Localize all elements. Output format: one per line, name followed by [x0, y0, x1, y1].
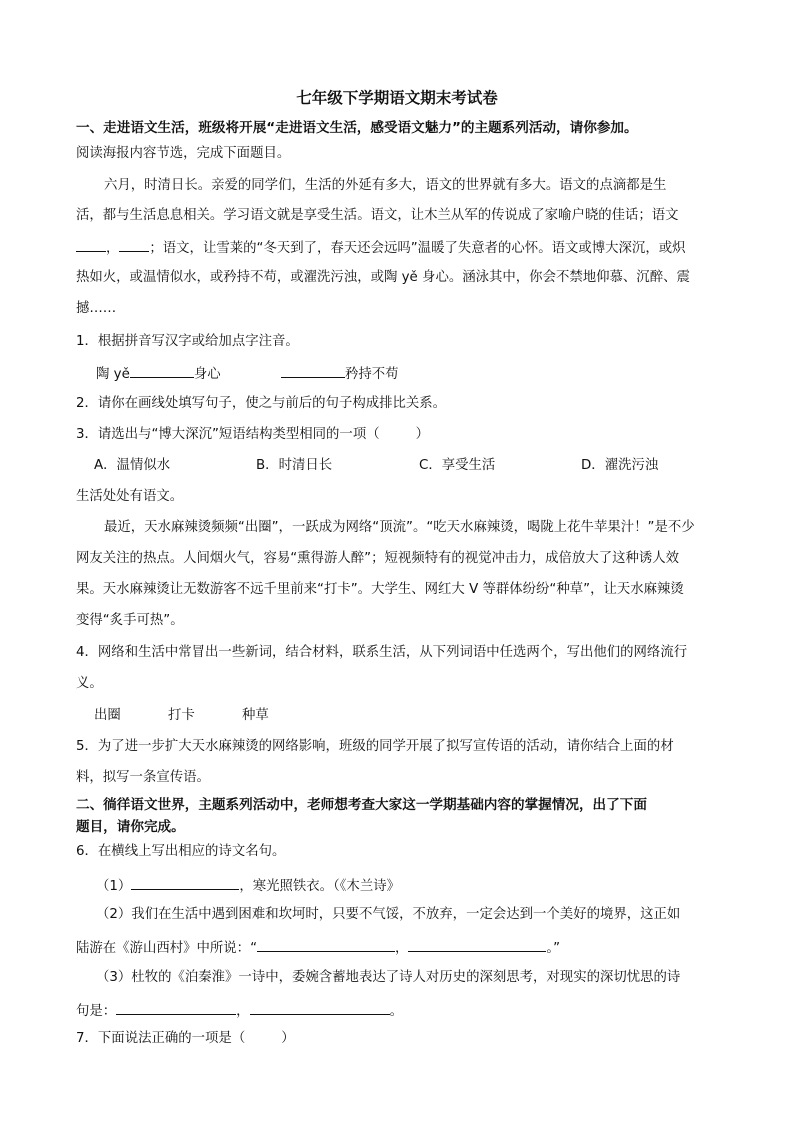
answer-blank[interactable]: [408, 937, 546, 952]
answer-blank[interactable]: [131, 875, 239, 890]
passage-line-5: 撼……: [76, 301, 117, 316]
passage2-line-2: 网友关注的热点。人间烟火气，容易“熏得游人醉”；短视频特有的视觉冲击力，成倍放大了这种诱人效: [76, 551, 680, 566]
passage2-line-1: 最近，天水麻辣烫频频“出圈”，一跃成为网络“顶流”。“吃天水麻辣烫，喝陇上花牛苹果汁！”是不少: [104, 520, 695, 535]
section-2-heading-line-2: 题目，请你完成。: [76, 819, 185, 835]
question-4-line-2: 义。: [76, 676, 103, 691]
question-6-part-2-line-2: 陆游在《游山西村》中所说：“ ， 。”: [76, 937, 560, 958]
question-7-stem: 7．下面说法正确的一项是（ ）: [76, 1031, 295, 1046]
question-1-item-b: 矜持不苟: [281, 363, 399, 384]
sub-heading: 生活处处有语文。: [76, 489, 184, 504]
question-5-line-2: 料，拟写一条宣传语。: [76, 770, 210, 785]
question-2: 2．请你在画线处填写句子，使之与前后的句子构成排比关系。: [76, 396, 447, 411]
passage-line-4: 热如火，或温情似水，或矜持不苟，或濯洗污浊，或陶 yě 身心。涵泳其中，你会不禁地仰慕、沉醉、震: [76, 270, 690, 285]
passage-line-2: 活，都与生活息息相关。学习语文就是享受生活。语文，让木兰从军的传说成了家喻户晓的佳话；语文: [76, 208, 679, 223]
question-6-stem: 6．在横线上写出相应的诗文名句。: [76, 844, 286, 859]
answer-blank[interactable]: [257, 937, 395, 952]
answer-blank[interactable]: [250, 1000, 390, 1015]
answer-blank[interactable]: [130, 363, 194, 378]
option-a: A．温情似水: [94, 458, 171, 473]
option-d: D．濯洗污浊: [581, 458, 659, 473]
question-6-part-1: （1） ，寒光照铁衣。（《木兰诗》: [96, 875, 400, 896]
passage2-line-3: 果。天水麻辣烫让无数游客不远千里前来“打卡”。大学生、网红大 V 等群体纷纷“种草”，让天水麻辣烫: [76, 582, 684, 597]
question-1-item-a: 陶 yě 身心: [96, 363, 221, 384]
section-1-heading: 一、走进语文生活，班级将开展“走进语文生活，感受语文魅力”的主题系列活动，请你参加。: [76, 120, 638, 136]
question-6-part-3-line-1: （3）杜牧的《泊秦淮》一诗中，委婉含蓄地表达了诗人对历史的深刻思考，对现实的深切忧思的诗: [96, 970, 681, 985]
passage2-line-4: 变得“炙手可热”。: [76, 613, 184, 628]
section-1-intro: 阅读海报内容节选，完成下面题目。: [76, 146, 291, 161]
question-3-stem: 3．请选出与“博大深沉”短语结构类型相同的一项（ ）: [76, 427, 429, 442]
question-5-line-1: 5．为了进一步扩大天水麻辣烫的网络影响，班级的同学开展了拟写宣传语的活动，请你结合上面的材: [76, 739, 674, 754]
answer-blank[interactable]: [119, 237, 149, 252]
question-6-part-2-line-1: （2）我们在生活中遇到困难和坎坷时，只要不气馁，不放弃，一定会达到一个美好的境界，这正如: [96, 907, 681, 922]
word-chuquan: 出圈: [94, 708, 121, 723]
passage-line-3: ， ；语文，让雪莱的“冬天到了，春天还会远吗”温暖了失意者的心怀。语文或博大深沉，或炽: [76, 237, 686, 258]
exam-title: 七年级下学期语文期末考试卷: [296, 89, 498, 107]
option-c: C．享受生活: [419, 458, 496, 473]
question-4-line-1: 4．网络和生活中常冒出一些新词，结合材料，联系生活，从下列词语中任选两个，写出他们的网络流行: [76, 645, 688, 660]
section-2-heading-line-1: 二、徜徉语文世界，主题系列活动中，老师想考查大家这一学期基础内容的掌握情况，出了下面: [76, 797, 647, 813]
option-b: B．时清日长: [256, 458, 333, 473]
passage-line-1: 六月，时清日长。亲爱的同学们，生活的外延有多大，语文的世界就有多大。语文的点滴都是生: [104, 178, 667, 193]
word-daka: 打卡: [168, 708, 195, 723]
question-1-stem: 1．根据拼音写汉字或给加点字注音。: [76, 334, 299, 349]
answer-blank[interactable]: [281, 363, 345, 378]
answer-blank[interactable]: [76, 237, 106, 252]
word-zhongcao: 种草: [242, 708, 269, 723]
answer-blank[interactable]: [116, 1000, 236, 1015]
question-6-part-3-line-2: 句是： ， 。: [76, 1000, 403, 1021]
